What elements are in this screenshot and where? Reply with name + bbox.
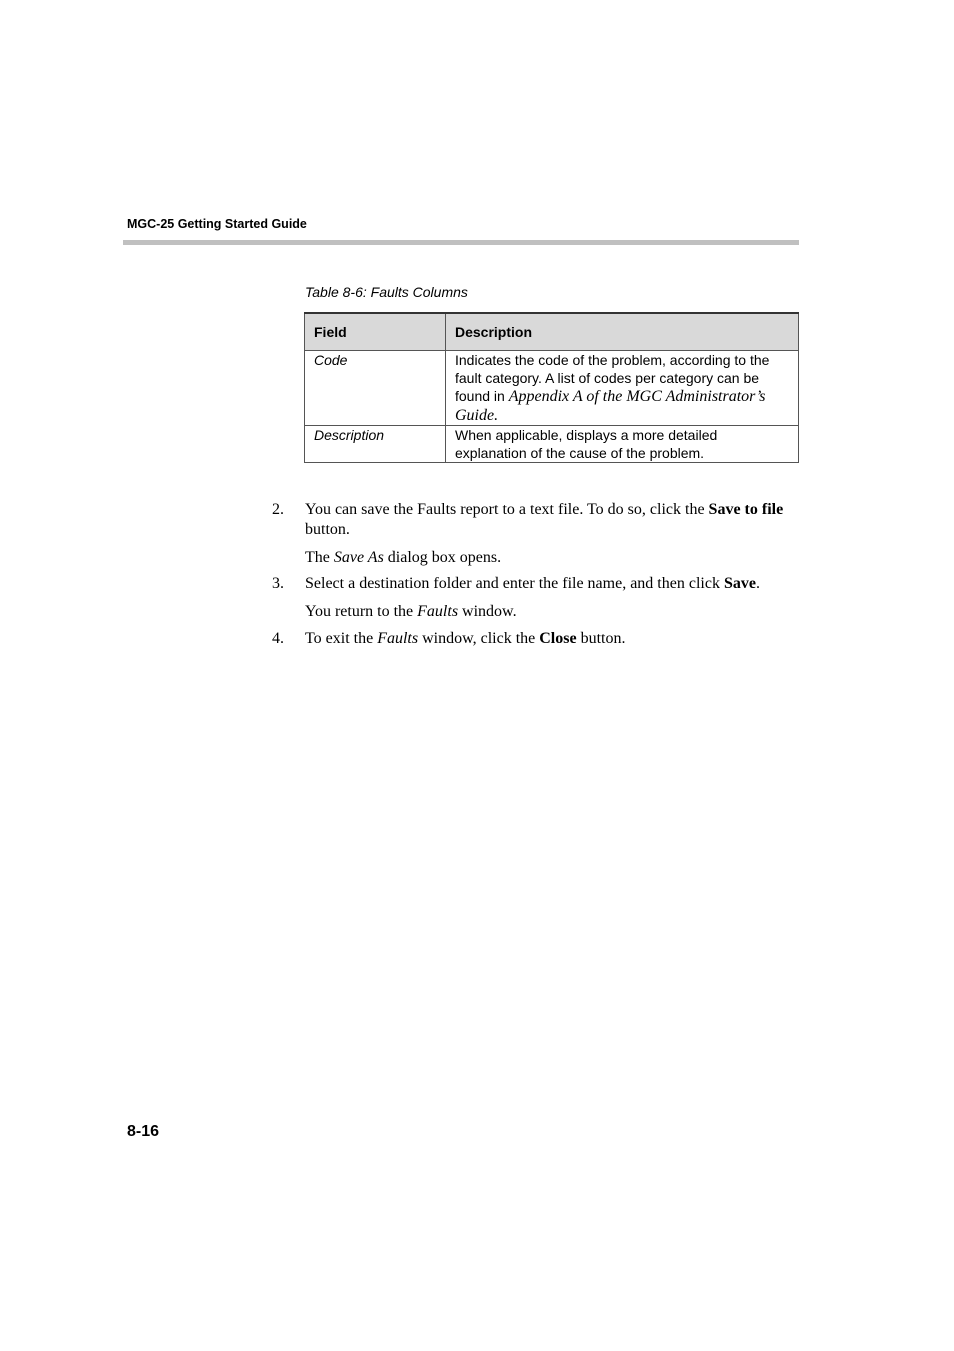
step-text [305,629,795,649]
step-text-part: button. [305,521,350,538]
header-rule [123,240,799,245]
result-text-part: window. [458,603,517,620]
result-text-part: dialog box opens. [383,549,502,566]
description-cell [446,351,799,426]
step-number: 4. [272,630,284,647]
result-text-part: The [305,549,334,566]
column-header-description: Description [446,313,799,351]
page-number: 8-16 [127,1123,160,1140]
step-text-part: Select a destination folder and enter the file name, and then click [305,575,724,592]
running-header-title: MGC-25 Getting Started Guide [127,217,307,231]
description-text: Indicates the code of the problem, according to the fault category. A list of codes per category can be found in [455,352,770,404]
step-text-part: To exit the [305,630,378,647]
save-label: Save [723,575,756,592]
faults-window-name: Faults [417,603,459,620]
table-header-row [305,313,799,351]
step-text-part: You can save the Faults report to a text file. To do so, click the [305,501,709,518]
step-text-part: window, click the [418,630,540,647]
close-label: Close [539,630,577,647]
field-cell: Description [305,426,446,463]
column-header-field: Field [305,313,446,351]
table-row [305,351,799,426]
step-number: 2. [272,501,284,518]
description-end: . [494,407,499,424]
result-text-part: You return to the [305,603,418,620]
step-text-part: . [755,575,760,592]
step-text [305,574,795,594]
save-as-dialog-name: Save As [333,549,384,566]
step-number: 3. [272,575,284,592]
table-caption: Table 8-6: Faults Columns [305,284,468,300]
faults-window-name: Faults [377,630,419,647]
description-cell: When applicable, displays a more detailed explanation of the cause of the problem. [446,426,799,463]
save-to-file-label: Save to file [708,501,784,518]
step-2-result [305,548,501,568]
appendix-reference: Appendix A of the MGC Administrator’s Guide [455,388,766,424]
table-row [305,426,799,463]
field-cell: Code [305,351,446,426]
step-3-result [305,602,517,622]
step-text [305,500,795,540]
faults-columns-table [304,312,799,463]
step-text-part: button. [576,630,626,647]
